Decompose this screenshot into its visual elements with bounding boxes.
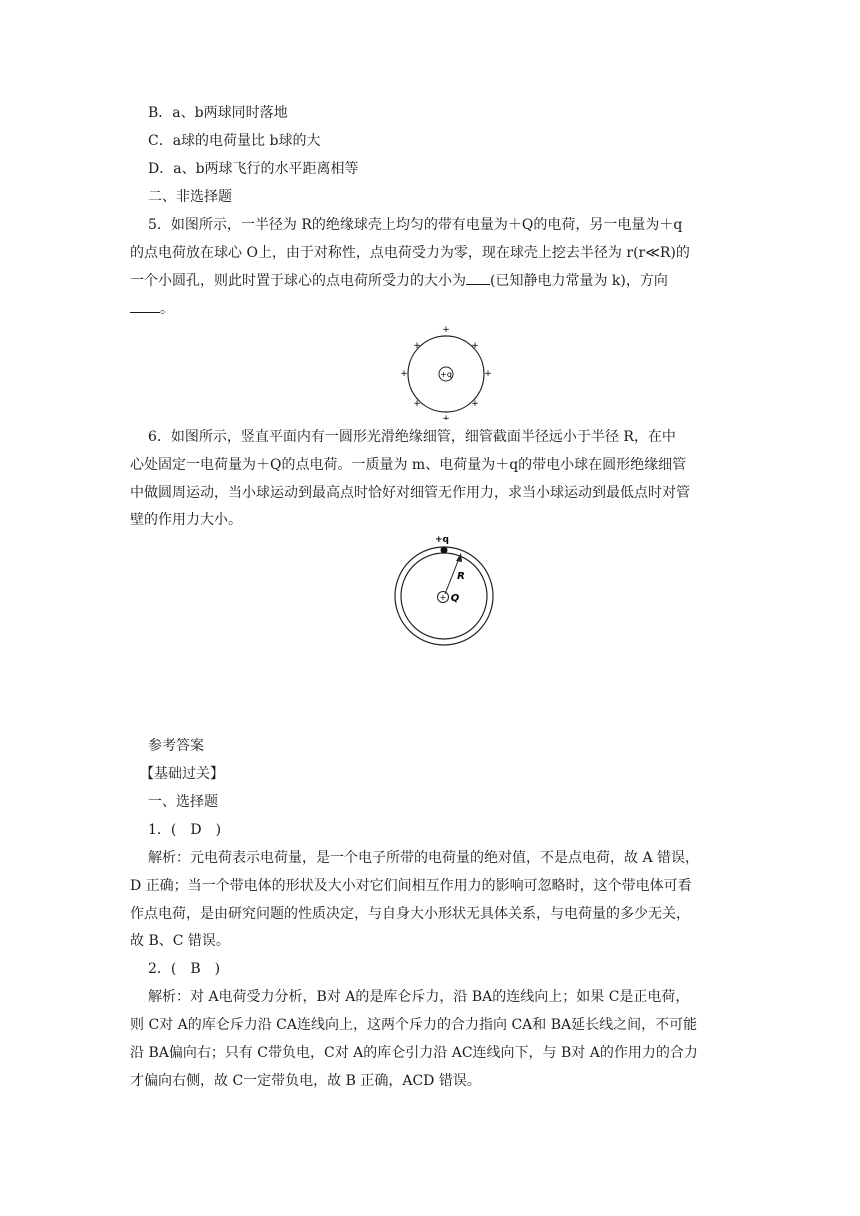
shell-plus-top: + — [442, 325, 450, 335]
answers-section-heading: 一、选择题 — [148, 794, 218, 810]
q6-line2: 心处固定一电荷量为＋Q的点电荷。一质量为 m、电荷量为＋q的带电小球在圆形绝缘细管 — [130, 457, 687, 473]
q5-figure-charged-shell — [395, 324, 495, 420]
q6-figure-circular-tube — [390, 533, 500, 648]
center-charge-label: Q — [450, 593, 460, 604]
answer-2-line3: 沿 BA偏向右；只有 C带负电，C对 A的库仑引力沿 AC连线向下，与 B对 A的作用力的合力 — [130, 1045, 698, 1061]
shell-plus-bottom-left: + — [413, 399, 421, 409]
q5-line3-text-b: (已知静电力常量为 k)，方向 — [490, 273, 668, 289]
answers-title: 参考答案 — [148, 738, 204, 754]
q6-line1: 6．如图所示，竖直平面内有一圆形光滑绝缘细管，细管截面半径远小于半径 R，在中 — [148, 429, 676, 445]
radius-label: R — [457, 571, 465, 582]
answer-1-label: 1．( D ) — [148, 822, 222, 838]
q5-line3-text-a: 一个小圆孔，则此时置于球心的点电荷所受力的大小为 — [130, 273, 466, 289]
answer-1-line3: 作点电荷，是由研究问题的性质决定，与自身大小形状无具体关系，与电荷量的多少无关， — [130, 906, 690, 922]
center-charge-sign: + — [439, 593, 447, 602]
shell-plus-top-right: + — [471, 341, 479, 351]
answers-subtitle: 【基础过关】 — [140, 766, 224, 782]
answer-2-line4: 才偏向右侧，故 C一定带负电，故 B 正确，ACD 错误。 — [130, 1073, 481, 1089]
q5-line2: 的点电荷放在球心 O上，由于对称性，点电荷受力为零，现在球壳上挖去半径为 r(r≪R)的 — [130, 245, 690, 261]
shell-plus-bottom: + — [442, 414, 450, 420]
shell-plus-top-left: + — [413, 341, 421, 351]
option-c: C．a球的电荷量比 b球的大 — [148, 133, 321, 149]
shell-plus-left: + — [400, 369, 408, 379]
answer-2-label: 2．( B ) — [148, 961, 221, 977]
answer-1-line4: 故 B、C 错误。 — [130, 933, 230, 949]
q5-line1: 5．如图所示，一半径为 R的绝缘球壳上均匀的带有电量为＋Q的电荷，另一电量为＋q — [148, 217, 683, 233]
ball-charge-label: +q — [435, 535, 449, 545]
answer-1-line1: 解析：元电荷表示电荷量，是一个电子所带的电荷量的绝对值，不是点电荷，故 A 错误， — [148, 850, 700, 866]
shell-plus-right: + — [484, 369, 492, 379]
shell-plus-bottom-right: + — [471, 399, 479, 409]
option-d: D．a、b两球飞行的水平距离相等 — [148, 161, 359, 177]
charged-ball — [441, 547, 448, 554]
answer-2-line2: 则 C对 A的库仑斥力沿 CA连线向上，这两个斥力的合力指向 CA和 BA延长线之间，不可能 — [130, 1017, 698, 1033]
answer-blank-force — [466, 270, 490, 285]
answer-blank-direction — [130, 298, 160, 313]
option-b: B．a、b两球同时落地 — [148, 105, 288, 121]
q5-line4-text: 。 — [160, 301, 174, 317]
q5-line3 — [130, 270, 730, 291]
center-charge-label: +q — [440, 370, 452, 379]
q5-line4 — [130, 298, 730, 319]
answer-1-line2: D 正确；当一个带电体的形状及大小对它们间相互作用力的影响可忽略时，这个带电体可看 — [130, 878, 692, 894]
answer-2-line1: 解析：对 A电荷受力分析，B对 A的是库仑斥力，沿 BA的连线向上；如果 C是正电荷， — [148, 989, 690, 1005]
q6-line3: 中做圆周运动，当小球运动到最高点时恰好对细管无作用力，求当小球运动到最低点时对管 — [130, 485, 690, 501]
section-heading-nonchoice: 二、非选择题 — [148, 189, 232, 205]
radius-arrowhead — [456, 553, 462, 562]
q6-line4: 壁的作用力大小。 — [130, 512, 242, 528]
